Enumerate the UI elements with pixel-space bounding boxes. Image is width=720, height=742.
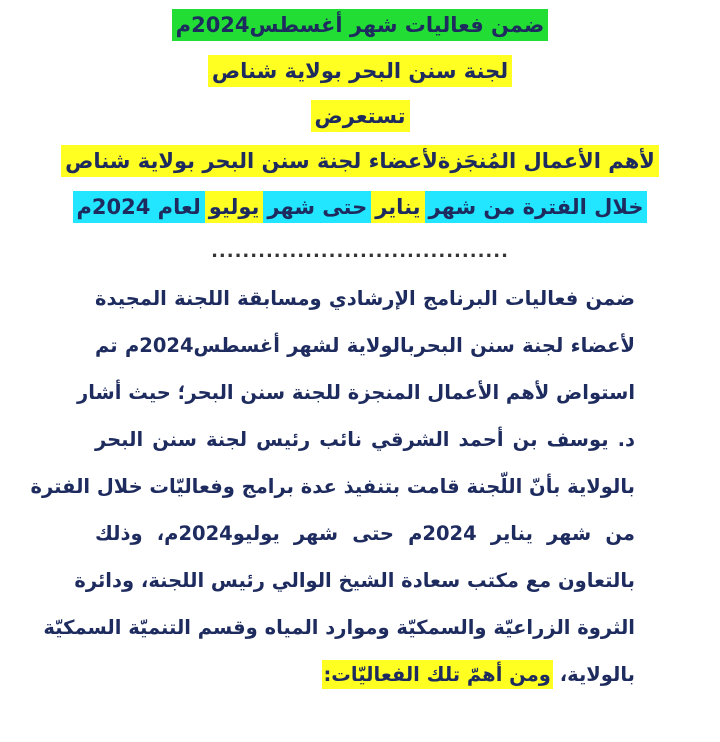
header-line-4-text: لأهم الأعمال المُنجَزةلأعضاء لجنة سنن البحر بولاية شناص — [61, 145, 659, 177]
body-line-9-plain: بالولاية، — [559, 663, 635, 686]
header-line-5 — [0, 190, 720, 224]
header-line-5-part4: يوليو — [205, 191, 264, 223]
body-line-9 — [95, 653, 635, 697]
header-line-2-text: لجنة سنن البحر بولاية شناص — [208, 55, 512, 87]
dotted-separator: ...................................... — [211, 241, 509, 262]
body-line-3: استواض لأهم الأعمال المنجزة للجنة سنن البحر؛ حيث أشار — [77, 381, 635, 404]
header-line-2 — [0, 54, 720, 88]
body-line-9-highlight: ومن أهمّ تلك الفعاليّات: — [322, 660, 553, 689]
body-line-2: لأعضاء لجنة سنن البحربالولاية لشهر أغسطس2024م تم — [95, 334, 635, 357]
header-line-3-text: تستعرض — [311, 100, 410, 132]
header-line-1-text: ضمن فعاليات شهر أغسطس2024م — [172, 9, 549, 41]
header-line-3 — [0, 99, 720, 133]
body-line-5: بالولاية بأنّ اللّجنة قامت بتنفيذ عدة برامج وفعاليّات خلال الفترة — [30, 475, 635, 498]
header-line-1 — [0, 8, 720, 42]
body-line-1: ضمن فعاليات البرنامج الإرشادي ومسابقة اللجنة المجيدة — [95, 287, 635, 310]
header-line-5-part5: لعام 2024م — [73, 191, 205, 223]
header-line-5-part1: خلال الفترة من شهر — [425, 191, 648, 223]
body-line-6: من شهر يناير 2024م حتى شهر يوليو2024م، وذلك — [95, 522, 635, 545]
body-line-4: د. يوسف بن أحمد الشرقي نائب رئيس لجنة سنن البحر — [95, 428, 635, 451]
header-line-5-part3: حتى شهر — [263, 191, 371, 223]
body-line-8: الثروة الزراعيّة والسمكيّة وموارد المياه وقسم التنميّة السمكيّة — [43, 616, 635, 639]
body-line-7: بالتعاون مع مكتب سعادة الشيخ الوالي رئيس اللجنة، ودائرة — [74, 569, 635, 592]
header-line-5-part2: يناير — [371, 191, 424, 223]
header-line-4 — [0, 144, 720, 178]
